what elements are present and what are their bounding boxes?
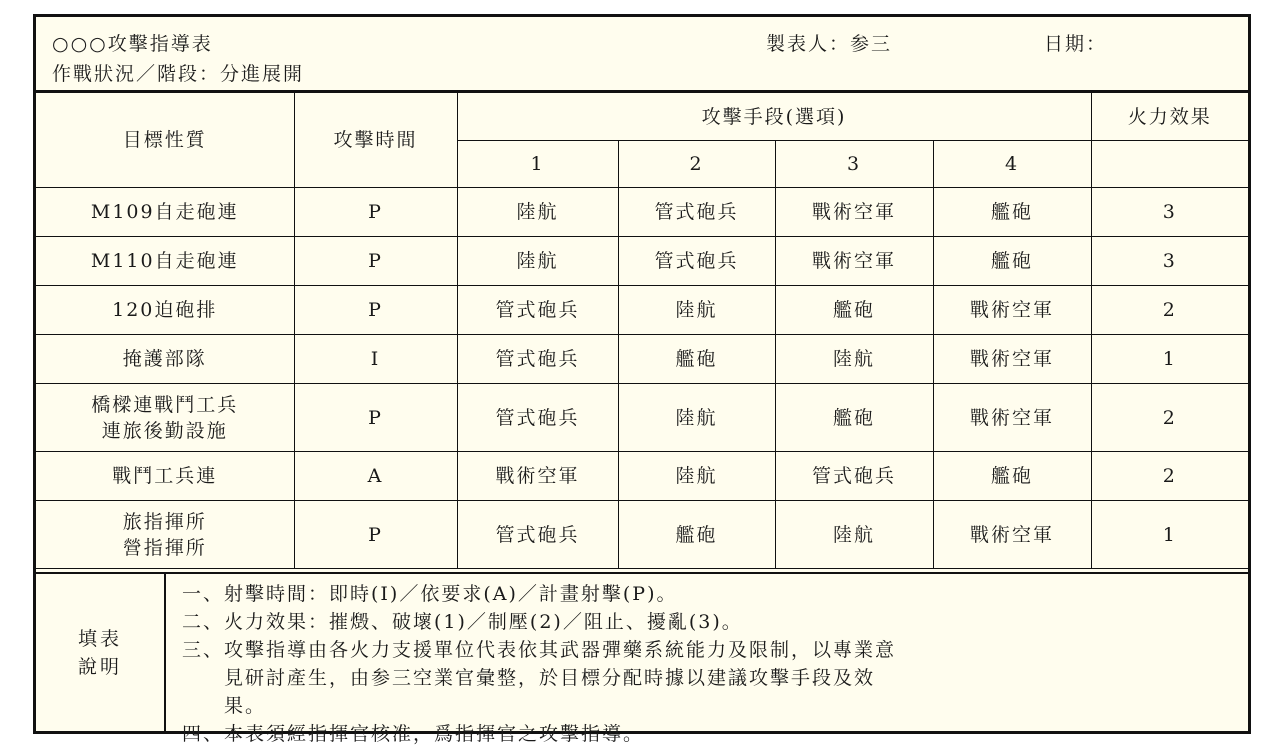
attack-time-cell: A [294,452,457,501]
instructions-label [36,574,166,731]
fire-effect-cell: 3 [1091,237,1248,286]
attack-option-cell: 艦砲 [933,188,1091,237]
attack-option-cell: 管式砲兵 [457,335,618,384]
attack-time-cell: P [294,188,457,237]
table-row [36,501,1248,569]
attack-option-cell: 艦砲 [933,237,1091,286]
fire-effect-cell: 2 [1091,384,1248,452]
instruction-item [182,720,1242,748]
attack-option-cell: 陸航 [775,501,933,569]
option-number: 1 [457,141,618,188]
option-number: 3 [775,141,933,188]
attack-option-cell: 陸航 [618,384,775,452]
instruction-item [182,580,1242,608]
attack-option-cell: 管式砲兵 [618,188,775,237]
target-nature-cell [36,286,294,335]
instruction-line: 火力效果：摧燬、破壞(1)／制壓(2)／阻止、擾亂(3)。 [224,611,743,633]
target-nature-line: M110自走砲連 [90,250,239,272]
instruction-text [224,636,896,720]
attack-guidance-table [36,92,1248,569]
table-row [36,335,1248,384]
attack-option-cell: 管式砲兵 [457,286,618,335]
attack-option-cell: 管式砲兵 [775,452,933,501]
table-row [36,237,1248,286]
table-row [36,384,1248,452]
fire-effect-cell: 1 [1091,501,1248,569]
target-nature-cell [36,501,294,569]
header-attack-means: 攻擊手段(選項) [457,93,1091,141]
instructions-body [182,580,1242,748]
attack-option-cell: 戰術空軍 [933,384,1091,452]
option-number: 4 [933,141,1091,188]
target-nature-line: 橋樑連戰鬥工兵 [91,393,239,416]
instruction-number: 四、 [182,723,225,745]
form-title: ○○○攻擊指導表 [52,33,213,55]
target-nature-cell [36,237,294,286]
attack-option-cell: 管式砲兵 [457,501,618,569]
instruction-line: 見研討產生，由参三空業官彙整，於目標分配時據以建議攻擊手段及效 [224,667,876,689]
instructions-label-line: 說明 [77,655,122,678]
date-field: 日期： [1044,33,1108,55]
attack-option-cell: 戰術空軍 [933,501,1091,569]
attack-time-cell: P [294,286,457,335]
target-nature-line: 掩護部隊 [122,348,207,370]
instruction-number: 一、 [182,583,225,605]
attack-time-cell: P [294,237,457,286]
fire-effect-cell: 3 [1091,188,1248,237]
attack-option-cell: 戰術空軍 [457,452,618,501]
attack-option-cell: 艦砲 [618,335,775,384]
instruction-line: 本表須經指揮官核准，爲指揮官之攻擊指導。 [224,723,645,745]
target-nature-line: 連旅後勤設施 [101,419,228,442]
instruction-line: 射擊時間：即時(I)／依要求(A)／計畫射擊(P)。 [224,583,678,605]
instruction-text [224,580,678,608]
target-nature-line: M109自走砲連 [90,201,239,223]
attack-option-cell: 陸航 [457,237,618,286]
form-header [36,17,1248,92]
attack-option-cell: 戰術空軍 [933,335,1091,384]
attack-time-cell: I [294,335,457,384]
table-row [36,188,1248,237]
attack-time-cell: P [294,384,457,452]
attack-option-cell: 陸航 [775,335,933,384]
fire-effect-cell: 2 [1091,286,1248,335]
fire-effect-cell: 1 [1091,335,1248,384]
preparer-field: 製表人：参三 [766,33,893,55]
instruction-line: 果。 [224,695,267,717]
target-nature-line: 戰鬥工兵連 [112,465,218,487]
instruction-number: 二、 [182,611,225,633]
attack-option-cell: 戰術空軍 [775,188,933,237]
instruction-item [182,608,1242,636]
target-nature-line: 旅指揮所 [122,510,207,533]
attack-option-cell: 艦砲 [618,501,775,569]
target-nature-cell [36,452,294,501]
instruction-line: 攻擊指導由各火力支援單位代表依其武器彈藥系統能力及限制，以專業意 [224,639,897,661]
instructions-label-line: 填表 [77,627,122,650]
target-nature-line: 營指揮所 [122,536,207,559]
operation-status: 作戰狀況／階段：分進展開 [52,63,305,85]
attack-option-cell: 管式砲兵 [618,237,775,286]
instruction-number: 三、 [182,639,225,661]
attack-option-cell: 戰術空軍 [933,286,1091,335]
header-target-nature: 目標性質 [36,93,294,188]
target-nature-cell [36,335,294,384]
effect-header-blank [1091,141,1248,188]
instructions-section [36,572,1248,745]
target-nature-line: 120迫砲排 [112,299,218,321]
table-row [36,286,1248,335]
instruction-text [224,608,743,636]
fire-effect-cell: 2 [1091,452,1248,501]
attack-guidance-form [33,14,1251,745]
attack-option-cell: 艦砲 [775,384,933,452]
option-number: 2 [618,141,775,188]
instruction-text [224,720,644,748]
header-attack-time: 攻擊時間 [294,93,457,188]
attack-option-cell: 陸航 [618,452,775,501]
attack-option-cell: 陸航 [618,286,775,335]
target-nature-cell [36,384,294,452]
attack-option-cell: 戰術空軍 [775,237,933,286]
attack-time-cell: P [294,501,457,569]
table-row [36,452,1248,501]
target-nature-cell [36,188,294,237]
attack-option-cell: 艦砲 [775,286,933,335]
attack-option-cell: 管式砲兵 [457,384,618,452]
attack-option-cell: 艦砲 [933,452,1091,501]
instruction-item [182,636,1242,720]
header-fire-effect: 火力效果 [1091,93,1248,141]
attack-option-cell: 陸航 [457,188,618,237]
